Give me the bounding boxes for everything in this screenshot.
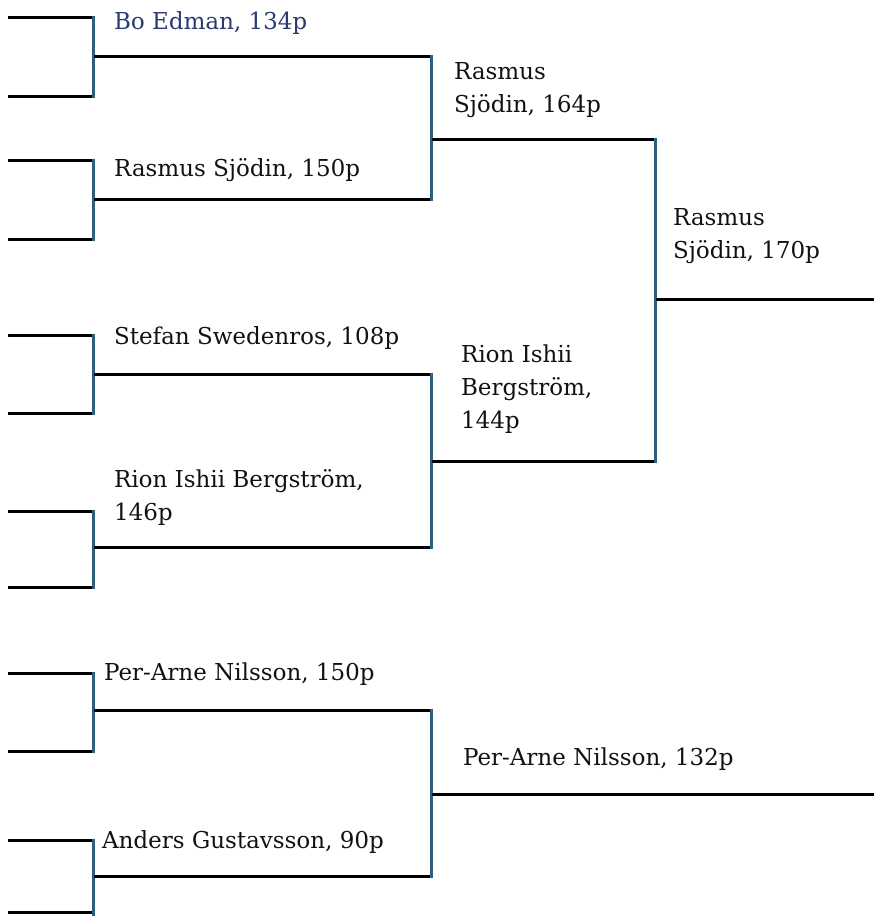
- round1-entry-2: Rasmus Sjödin, 150p: [114, 156, 360, 182]
- seed-line: [8, 16, 94, 19]
- seed-line: [8, 510, 94, 513]
- connector-line: [92, 510, 95, 589]
- seed-line: [8, 672, 94, 675]
- round1-entry-6: Anders Gustavsson, 90p: [102, 828, 384, 854]
- round2-entry-2: Rion Ishii Bergström, 144p: [461, 342, 593, 434]
- seed-line: [8, 750, 94, 753]
- match-line: [94, 55, 432, 58]
- seed-line: [8, 911, 94, 914]
- match-line: [94, 373, 432, 376]
- match-line: [94, 546, 432, 549]
- seed-line: [8, 412, 94, 415]
- match-line: [432, 460, 656, 463]
- round1-entry-4: Rion Ishii Bergström, 146p: [114, 467, 364, 526]
- match-line: [94, 875, 432, 878]
- round1-entry-5: Per-Arne Nilsson, 150p: [104, 660, 375, 686]
- round1-entry-3: Stefan Swedenros, 108p: [114, 324, 400, 350]
- seed-line: [8, 159, 94, 162]
- seed-line: [8, 238, 94, 241]
- round2-entry-1: Rasmus Sjödin, 164p: [454, 59, 601, 118]
- match-line: [94, 709, 432, 712]
- match-line: [432, 793, 874, 796]
- connector-line: [430, 55, 433, 201]
- match-line: [94, 198, 432, 201]
- round2-entry-3: Per-Arne Nilsson, 132p: [463, 745, 734, 771]
- seed-line: [8, 586, 94, 589]
- seed-line: [8, 95, 94, 98]
- match-line: [432, 138, 656, 141]
- round3-entry-1: Rasmus Sjödin, 170p: [673, 205, 820, 264]
- final-line: [656, 298, 874, 301]
- seed-line: [8, 334, 94, 337]
- round1-entry-1: Bo Edman, 134p: [114, 9, 308, 35]
- connector-line: [92, 672, 95, 753]
- seed-line: [8, 839, 94, 842]
